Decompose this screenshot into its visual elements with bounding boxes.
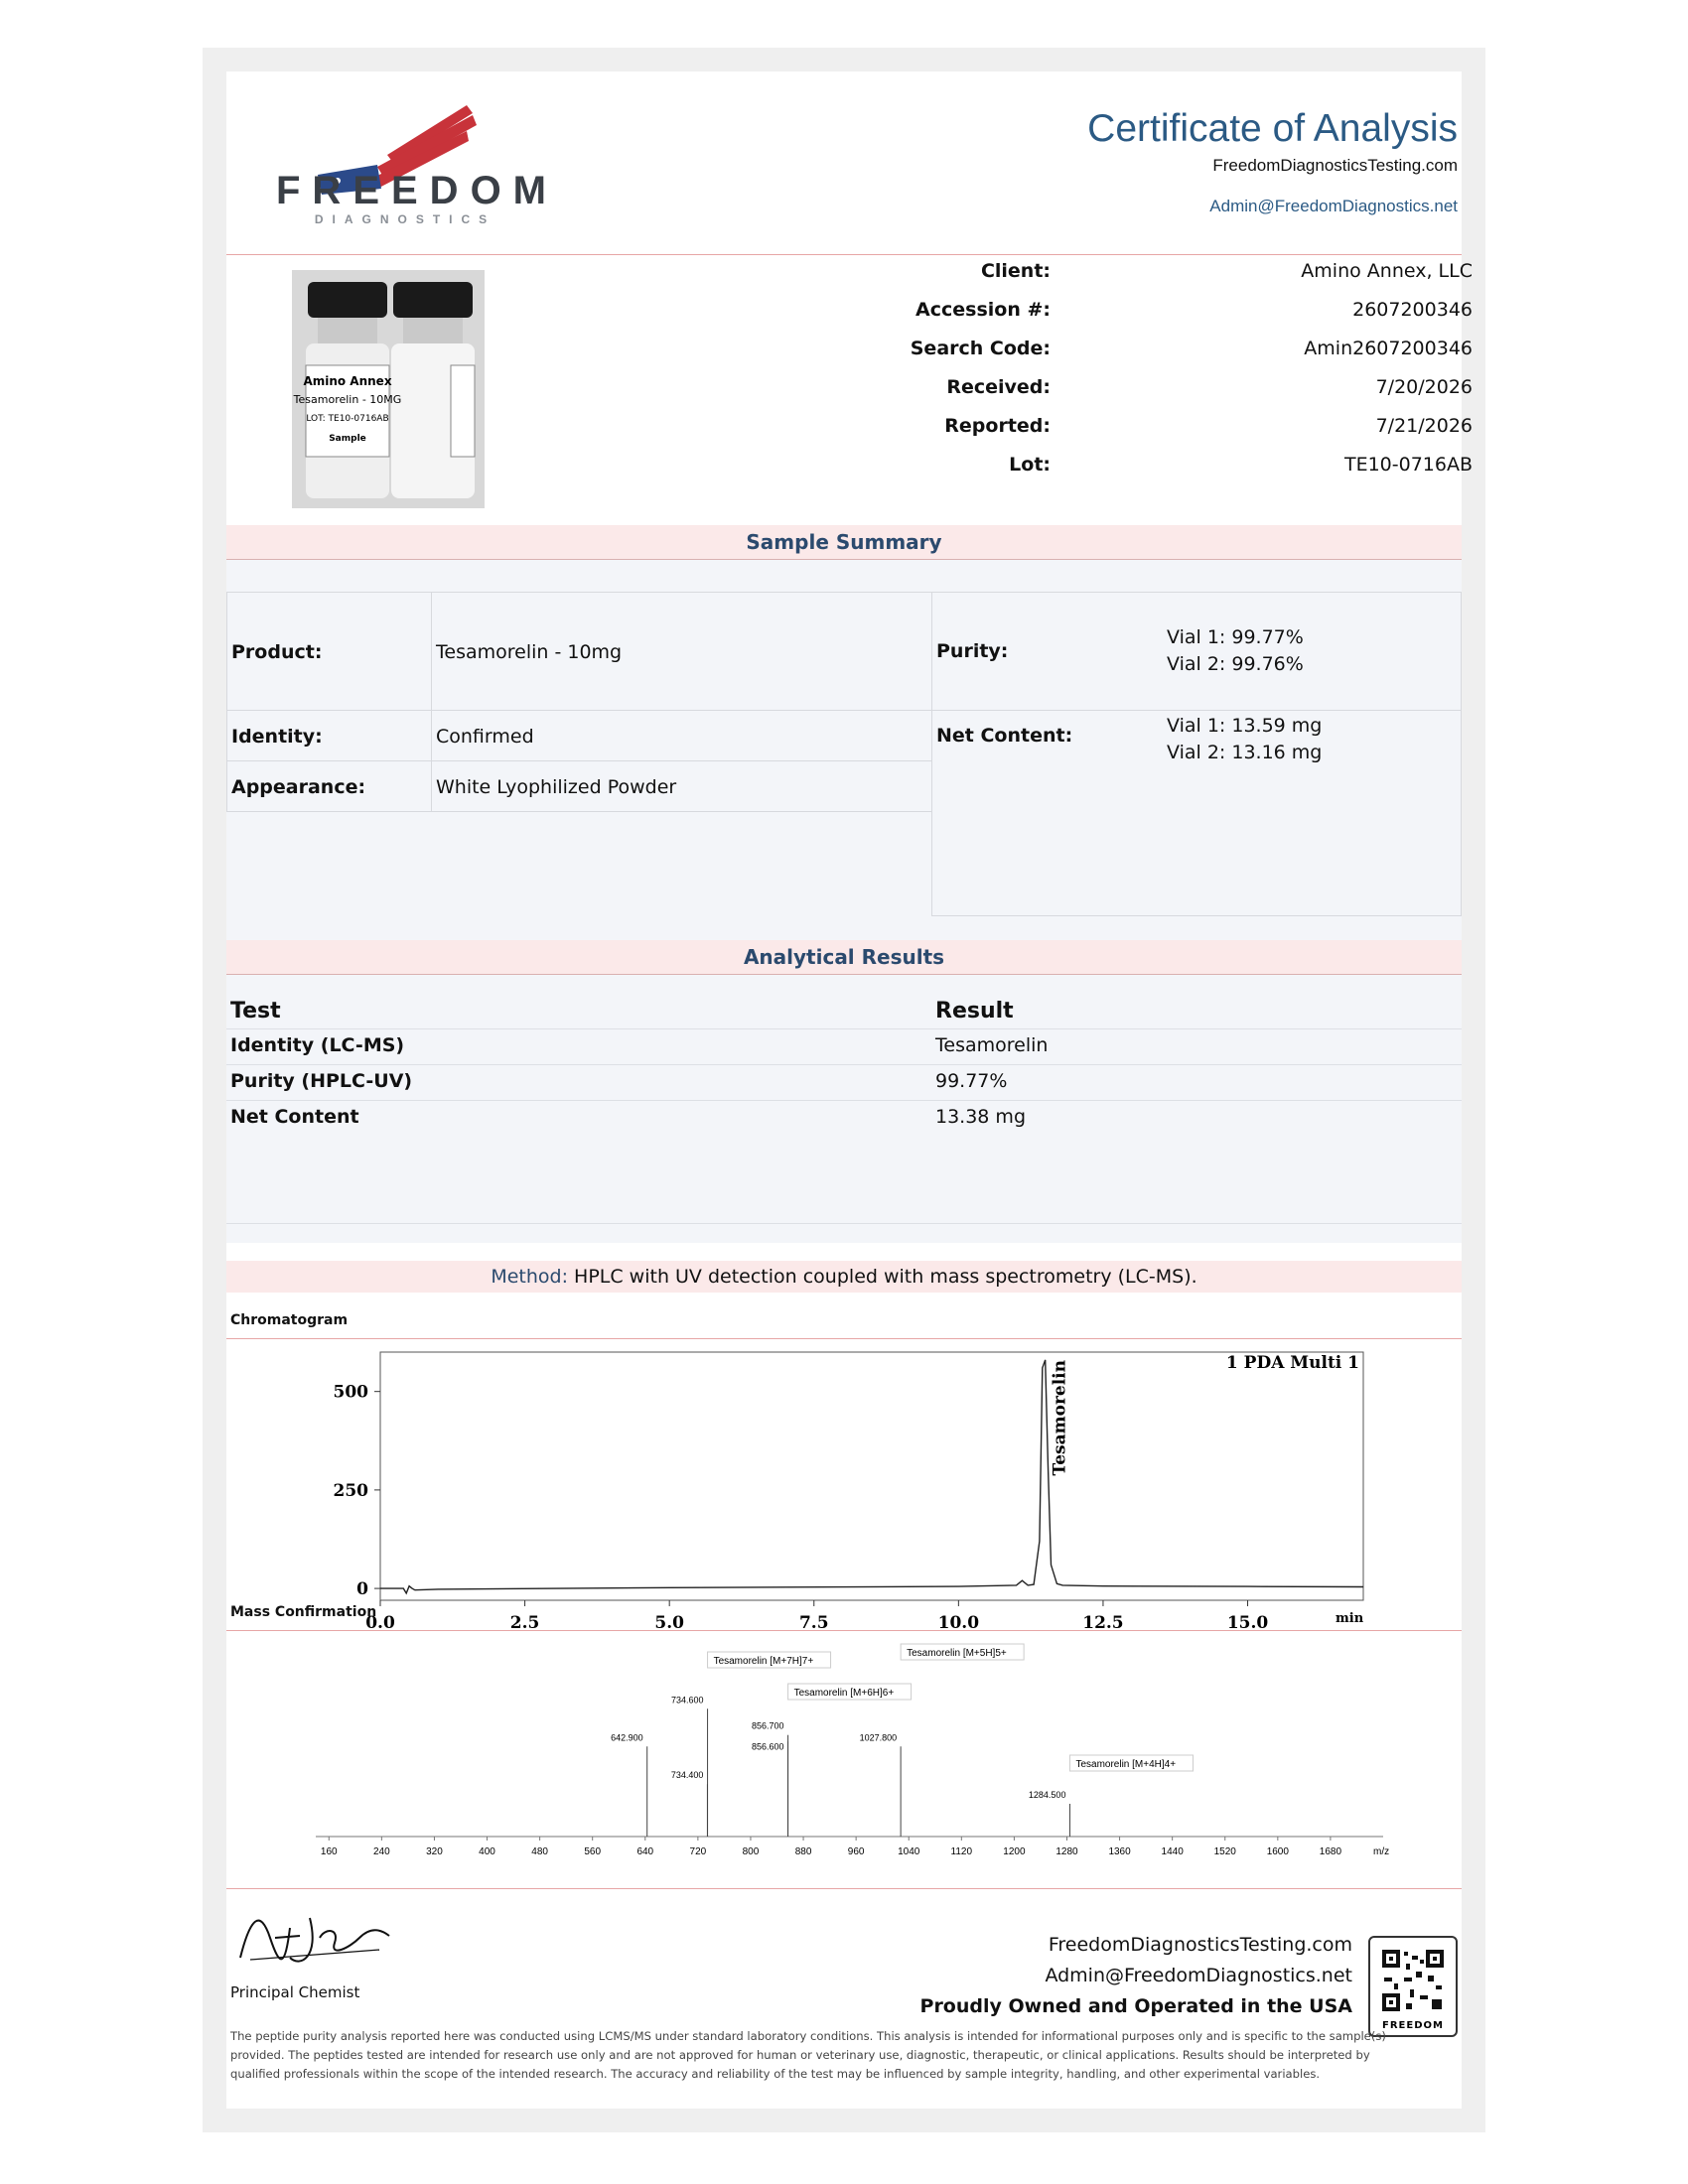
header-email[interactable]: Admin@FreedomDiagnostics.net (1209, 197, 1458, 215)
search-code-label: Search Code: (910, 338, 1051, 359)
results-row (226, 1100, 1462, 1136)
lot-label: Lot: (1009, 454, 1051, 476)
vial-label-lot: LOT: TE10-0716AB (306, 414, 389, 424)
x-tick-label: 1440 (1161, 1846, 1184, 1857)
x-tick-label: 7.5 (798, 1613, 829, 1630)
peak-mz-label: 642.900 (611, 1732, 643, 1743)
x-axis-unit: min (1336, 1611, 1364, 1626)
client-label: Client: (980, 260, 1051, 282)
analytical-results-heading: Analytical Results (226, 940, 1462, 975)
vial-label-product: Tesamorelin - 10MG (293, 393, 402, 406)
divider (226, 1630, 1462, 1631)
x-tick-label: 1200 (1003, 1846, 1026, 1857)
x-tick-label: 960 (847, 1846, 865, 1857)
signature (230, 1898, 399, 1978)
lot-value: TE10-0716AB (1343, 454, 1473, 476)
x-tick-label: 480 (531, 1846, 548, 1857)
chromatogram-trace (380, 1360, 1363, 1593)
footer-tagline: Proudly Owned and Operated in the USA (919, 1995, 1352, 2017)
x-tick-label: 560 (584, 1846, 602, 1857)
x-tick-label: 1520 (1213, 1846, 1236, 1857)
chromatogram-heading: Chromatogram (230, 1312, 349, 1328)
appearance-value: White Lyophilized Powder (431, 760, 932, 812)
divider (226, 1223, 1462, 1224)
results-row (226, 1028, 1462, 1065)
col-test-header: Test (230, 999, 281, 1024)
x-tick-label: 800 (742, 1846, 760, 1857)
reported-label: Reported: (944, 415, 1051, 437)
x-tick-label: 1360 (1108, 1846, 1131, 1857)
mass-confirmation-heading: Mass Confirmation (230, 1604, 377, 1620)
footer-website[interactable]: FreedomDiagnosticsTesting.com (1048, 1934, 1352, 1956)
x-tick-label: 400 (479, 1846, 495, 1857)
ion-annotation-label: Tesamorelin [M+5H]5+ (907, 1648, 1007, 1659)
net-content-label: Net Content: (936, 725, 1073, 747)
x-tick-label: 5.0 (654, 1613, 684, 1630)
y-tick-label: 500 (333, 1382, 368, 1403)
client-value: Amino Annex, LLC (1301, 260, 1473, 282)
method-bar (226, 1261, 1462, 1293)
peak-label: Tesamorelin (1050, 1360, 1070, 1476)
peak-mz-label: 856.700 (752, 1720, 784, 1731)
peak-mz-label: 734.600 (671, 1695, 704, 1706)
x-tick-label: 1040 (898, 1846, 920, 1857)
y-tick-label: 0 (356, 1579, 368, 1600)
divider (226, 1888, 1462, 1889)
received-label: Received: (946, 376, 1051, 398)
result-value: Tesamorelin (935, 1034, 1049, 1056)
accession-label: Accession #: (915, 299, 1051, 321)
x-tick-label: 880 (794, 1846, 812, 1857)
x-tick-label: 0.0 (365, 1613, 395, 1630)
x-tick-label: 2.5 (509, 1613, 540, 1630)
net-content-vial2: Vial 2: 13.16 mg (1167, 742, 1323, 763)
x-tick-label: 720 (689, 1846, 707, 1857)
x-tick-label: 1280 (1055, 1846, 1078, 1857)
purity-label: Purity: (936, 640, 1009, 662)
divider (226, 254, 1462, 255)
identity-value: Confirmed (431, 710, 932, 761)
footer-email[interactable]: Admin@FreedomDiagnostics.net (1045, 1965, 1352, 1986)
disclaimer: The peptide purity analysis reported here was conducted using LCMS/MS under standard laboratory conditions. This analysis is intended for informational purposes only and is specific to the sample(s) provided. The peptides tested are intended for research use only and are not approved for human or veterinary use, diagnostic, therapeutic, or clinical applications. Results should be interpreted by qualified professionals within the scope of the intended research. The accuracy and reliability of the test may be influenced by sample integrity, handling, and other experimental variables. (230, 2029, 1386, 2081)
ion-annotation-label: Tesamorelin [M+7H]7+ (713, 1656, 814, 1667)
sample-summary-heading: Sample Summary (226, 525, 1462, 560)
qr-code[interactable] (1368, 1936, 1458, 2037)
vial-photo (292, 270, 485, 508)
brand-name: FREEDOM (276, 169, 558, 212)
plot-frame (380, 1352, 1363, 1600)
method-text: HPLC with UV detection coupled with mass spectrometry (LC-MS). (568, 1266, 1197, 1288)
peak-mz-label: 856.600 (751, 1741, 784, 1752)
search-code-row (723, 338, 1577, 367)
chart-legend: 1 PDA Multi 1 (1225, 1353, 1359, 1373)
reported-row (723, 415, 1577, 445)
peak-mz-label: 1027.800 (859, 1732, 898, 1743)
divider (226, 1338, 1462, 1339)
result-value: 99.77% (935, 1070, 1008, 1092)
appearance-label: Appearance: (226, 760, 432, 812)
peak-mz-label: 1284.500 (1028, 1790, 1066, 1800)
x-tick-label: 1600 (1266, 1846, 1289, 1857)
net-content-cell (931, 710, 1462, 916)
ion-annotation-label: Tesamorelin [M+6H]6+ (793, 1688, 895, 1699)
vial-label-sample: Sample (329, 434, 366, 444)
x-tick-label: 1680 (1319, 1846, 1342, 1857)
identity-label: Identity: (226, 710, 432, 761)
received-row (723, 376, 1577, 406)
product-value: Tesamorelin - 10mg (431, 592, 932, 711)
x-tick-label: 640 (636, 1846, 654, 1857)
results-row (226, 1064, 1462, 1101)
ion-annotation-label: Tesamorelin [M+4H]4+ (1075, 1759, 1177, 1770)
search-code-value: Amin2607200346 (1304, 338, 1473, 359)
x-axis-unit: m/z (1373, 1846, 1390, 1857)
reported-value: 7/21/2026 (1375, 415, 1473, 437)
peak-mz-label: 734.400 (670, 1770, 704, 1781)
result-test: Identity (LC-MS) (230, 1034, 405, 1056)
accession-value: 2607200346 (1352, 299, 1473, 321)
page-title: Certificate of Analysis (1087, 107, 1458, 150)
brand-subtitle: DIAGNOSTICS (314, 212, 496, 226)
purity-cell (931, 592, 1462, 711)
col-result-header: Result (935, 999, 1014, 1024)
chemist-role: Principal Chemist (230, 1983, 360, 2001)
result-test: Purity (HPLC-UV) (230, 1070, 413, 1092)
qr-label: FREEDOM (1382, 2020, 1444, 2031)
net-content-vial1: Vial 1: 13.59 mg (1167, 715, 1323, 737)
y-tick-label: 250 (333, 1480, 368, 1501)
result-test: Net Content (230, 1106, 359, 1128)
received-value: 7/20/2026 (1375, 376, 1473, 398)
x-tick-label: 12.5 (1082, 1613, 1124, 1630)
purity-vial2: Vial 2: 99.76% (1167, 653, 1304, 675)
lot-row (723, 454, 1577, 483)
x-tick-label: 240 (373, 1846, 390, 1857)
accession-row (723, 299, 1577, 329)
vial-label-brand: Amino Annex (303, 374, 392, 388)
x-tick-label: 320 (426, 1846, 443, 1857)
result-value: 13.38 mg (935, 1106, 1027, 1128)
x-tick-label: 160 (320, 1846, 338, 1857)
certificate-page (226, 71, 1473, 2109)
method-label: Method: (491, 1266, 568, 1288)
client-row (723, 260, 1577, 290)
product-label: Product: (226, 592, 432, 711)
x-tick-label: 10.0 (937, 1613, 980, 1630)
header-website[interactable]: FreedomDiagnosticsTesting.com (1212, 156, 1458, 175)
purity-vial1: Vial 1: 99.77% (1167, 626, 1304, 648)
x-tick-label: 1120 (950, 1846, 973, 1857)
results-header-row (226, 993, 1462, 1029)
x-tick-label: 15.0 (1226, 1613, 1269, 1630)
